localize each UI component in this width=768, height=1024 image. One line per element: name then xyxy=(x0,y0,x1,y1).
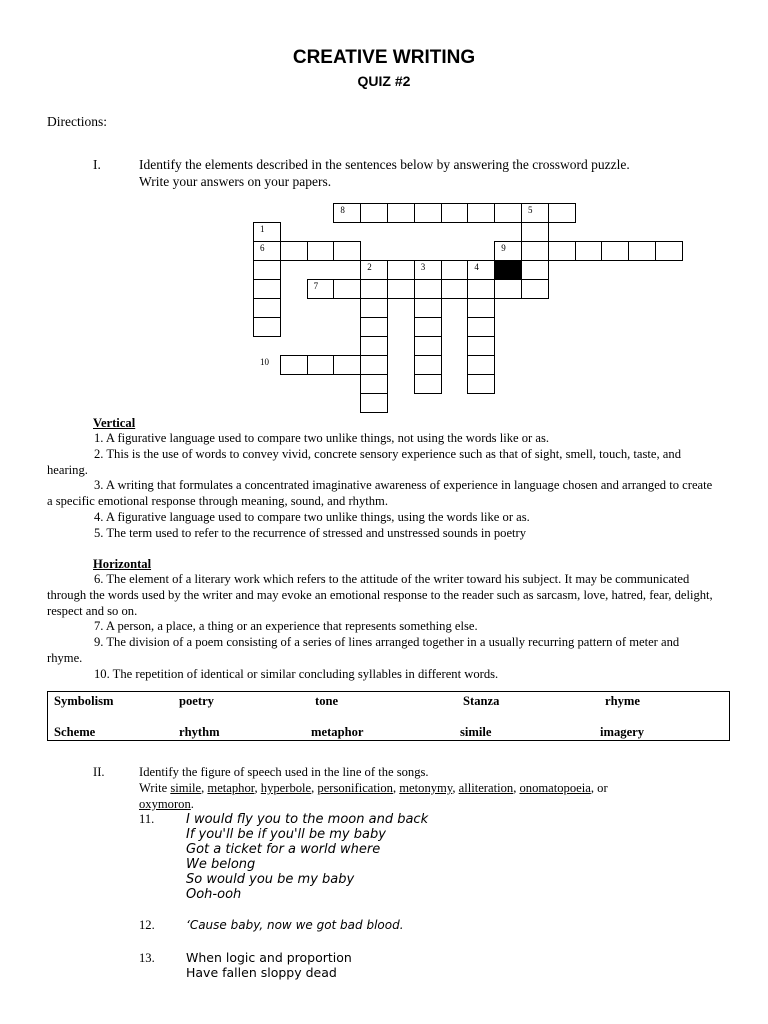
part2-instruction-line2 xyxy=(139,781,719,813)
crossword-cell xyxy=(253,222,281,242)
term-hyperbole: hyperbole xyxy=(260,781,312,795)
crossword-cell xyxy=(360,260,388,280)
crossword-cell xyxy=(387,260,415,280)
crossword-cell xyxy=(467,260,495,280)
crossword-cell xyxy=(467,355,495,375)
crossword-cell xyxy=(601,241,629,261)
crossword-cell xyxy=(360,393,388,413)
crossword-cell xyxy=(333,355,361,375)
page-title: CREATIVE WRITING xyxy=(292,47,476,68)
word-bank-item: imagery xyxy=(600,725,645,739)
word-bank xyxy=(47,691,730,741)
crossword-cell xyxy=(414,317,442,337)
term-oxymoron: oxymoron xyxy=(139,796,191,811)
separator: , xyxy=(254,781,261,795)
crossword-cell xyxy=(333,279,361,299)
crossword-cell xyxy=(253,317,281,337)
crossword-cell xyxy=(414,374,442,394)
crossword-cell xyxy=(494,241,522,261)
crossword-cell xyxy=(441,279,469,299)
crossword-blocked-cell xyxy=(494,260,522,280)
lyric-line: I would fly you to the moon and back xyxy=(186,812,429,827)
lyric-line: When logic and proportion xyxy=(186,950,352,965)
horizontal-heading: Horizontal xyxy=(93,557,152,571)
crossword-cell xyxy=(253,279,281,299)
item-13-lyrics xyxy=(186,950,352,980)
crossword-cell xyxy=(494,203,522,223)
crossword-cell xyxy=(360,317,388,337)
crossword-cell xyxy=(360,203,388,223)
crossword-cell xyxy=(467,374,495,394)
vertical-clue-3: 3. A writing that formulates a concentrated imaginative awareness of experience in language chosen and arranged to create a specific emotional response through meaning, sound, and rhythm. xyxy=(47,478,713,509)
term-onomatopoeia: onomatopoeia xyxy=(519,781,591,795)
crossword-cell xyxy=(548,203,576,223)
crossword-cell xyxy=(628,241,656,261)
crossword-number-6: 6 xyxy=(260,243,265,253)
horizontal-clue-10: 10. The repetition of identical or similar concluding syllables in different words. xyxy=(94,666,499,681)
crossword-cell xyxy=(360,355,388,375)
crossword-cell xyxy=(307,241,335,261)
crossword-number-8: 8 xyxy=(340,205,345,215)
crossword-number-4: 4 xyxy=(474,262,479,272)
separator: , xyxy=(201,781,208,795)
crossword-cell xyxy=(467,203,495,223)
crossword-cell xyxy=(360,336,388,356)
part1-numeral: I. xyxy=(93,157,101,172)
term-simile: simile xyxy=(170,781,202,795)
crossword-cell xyxy=(307,279,335,299)
word-bank-item: metaphor xyxy=(311,725,364,739)
crossword-number-10: 10 xyxy=(260,357,269,367)
lyric-line: If you'll be if you'll be my baby xyxy=(186,827,386,842)
crossword-cell xyxy=(360,374,388,394)
crossword-cell xyxy=(387,279,415,299)
horizontal-clue-6: 6. The element of a literary work which refers to the attitude of the writer toward his subject. It may be communicated through the words used by the writer and may evoke an emotional response to the reader such as sarcasm, love, hatred, fear, delight, respect and so on. xyxy=(47,572,713,618)
item-11-number: 11. xyxy=(139,812,155,826)
crossword-cell xyxy=(307,355,335,375)
crossword-cell xyxy=(253,298,281,318)
crossword-cell xyxy=(414,298,442,318)
crossword-cell xyxy=(521,241,549,261)
crossword-number-7: 7 xyxy=(313,281,319,291)
crossword-cell xyxy=(467,317,495,337)
crossword-cell xyxy=(414,203,442,223)
crossword-cell xyxy=(548,241,576,261)
crossword-cell xyxy=(521,279,549,299)
crossword-cell xyxy=(253,260,281,280)
page-subtitle: QUIZ #2 xyxy=(357,73,411,89)
crossword-cell xyxy=(467,336,495,356)
lyric-line: Got a ticket for a world where xyxy=(186,842,381,857)
crossword-cell xyxy=(360,298,388,318)
word-bank-item: Scheme xyxy=(54,725,96,739)
crossword-cell xyxy=(253,241,281,261)
crossword-cell xyxy=(467,298,495,318)
term-alliteration: alliteration xyxy=(458,781,514,795)
horizontal-clue-7: 7. A person, a place, a thing or an experience that represents something else. xyxy=(94,619,478,634)
crossword-cell xyxy=(333,203,361,223)
crossword-cell xyxy=(494,279,522,299)
separator: , xyxy=(311,781,318,795)
horizontal-clues xyxy=(47,557,717,683)
word-bank-item: Symbolism xyxy=(54,694,114,708)
crossword-number-1: 1 xyxy=(260,224,265,234)
word-bank-item: simile xyxy=(460,725,492,739)
separator: , xyxy=(392,781,400,795)
part2-numeral: II. xyxy=(93,765,105,779)
vertical-heading: Vertical xyxy=(93,416,136,430)
vertical-clue-5: 5. The term used to refer to the recurrence of stressed and unstressed sounds in poetry xyxy=(94,525,527,540)
part1-instruction-line1: Identify the elements described in the sentences below by answering the crossword puzzle. xyxy=(139,157,630,172)
lyric-line: Have fallen sloppy dead xyxy=(186,965,337,980)
word-bank-item: Stanza xyxy=(463,694,500,708)
crossword-number-5: 5 xyxy=(528,205,533,215)
part2-instruction-line1: Identify the figure of speech used in the line of the songs. xyxy=(139,765,429,779)
crossword-cell xyxy=(360,279,388,299)
word-bank-item: rhyme xyxy=(605,694,640,708)
crossword-cell xyxy=(467,279,495,299)
crossword-cell xyxy=(441,203,469,223)
word-bank-item: rhythm xyxy=(179,725,220,739)
crossword-cell xyxy=(280,241,308,261)
word-bank-item: tone xyxy=(315,694,339,708)
crossword-number-2: 2 xyxy=(367,262,372,272)
crossword-cell xyxy=(280,355,308,375)
crossword-cell xyxy=(521,203,549,223)
item-11-lyrics xyxy=(186,812,428,902)
vertical-clue-4: 4. A figurative language used to compare two unlike things, using the words like or as. xyxy=(94,509,530,524)
crossword-cell xyxy=(575,241,603,261)
crossword-cell xyxy=(414,260,442,280)
item-12-lyric: ‘Cause baby, now we got bad blood. xyxy=(186,918,404,932)
crossword-cell xyxy=(387,203,415,223)
term-metaphor: metaphor xyxy=(207,781,255,795)
crossword-grid xyxy=(0,0,768,420)
crossword-number-3: 3 xyxy=(420,262,426,272)
term-personification: personification xyxy=(317,781,393,795)
separator: , xyxy=(513,781,520,795)
vertical-clue-2: 2. This is the use of words to convey vivid, concrete sensory experience such as that of sight, smell, touch, taste, and hearing. xyxy=(47,446,681,477)
part1-instruction-line2: Write your answers on your papers. xyxy=(139,174,332,189)
crossword-number-9: 9 xyxy=(501,243,506,253)
crossword-cell xyxy=(414,279,442,299)
lyric-line: So would you be my baby xyxy=(186,872,355,887)
item-12-number: 12. xyxy=(139,918,155,932)
crossword-cell xyxy=(655,241,683,261)
crossword-cell xyxy=(414,336,442,356)
or-text: , or xyxy=(590,781,608,795)
lyric-line: Ooh-ooh xyxy=(186,887,242,902)
separator: , xyxy=(452,781,459,795)
vertical-clue-1: 1. A figurative language used to compare two unlike things, not using the words like or as. xyxy=(94,431,550,445)
vertical-clues xyxy=(47,416,717,542)
crossword-cell xyxy=(441,260,469,280)
term-metonymy: metonymy xyxy=(399,781,453,795)
horizontal-clue-9: 9. The division of a poem consisting of a series of lines arranged together in a usually recurring pattern of meter and rhyme. xyxy=(47,635,680,665)
crossword-cell xyxy=(521,260,549,280)
period: . xyxy=(190,796,194,811)
crossword-cell xyxy=(521,222,549,242)
write-prefix: Write xyxy=(139,781,171,795)
lyric-line: We belong xyxy=(186,857,256,872)
directions-label: Directions: xyxy=(47,114,107,129)
crossword-cell xyxy=(333,241,361,261)
crossword-cell xyxy=(414,355,442,375)
word-bank-item: poetry xyxy=(179,694,214,708)
item-13-number: 13. xyxy=(139,951,155,965)
